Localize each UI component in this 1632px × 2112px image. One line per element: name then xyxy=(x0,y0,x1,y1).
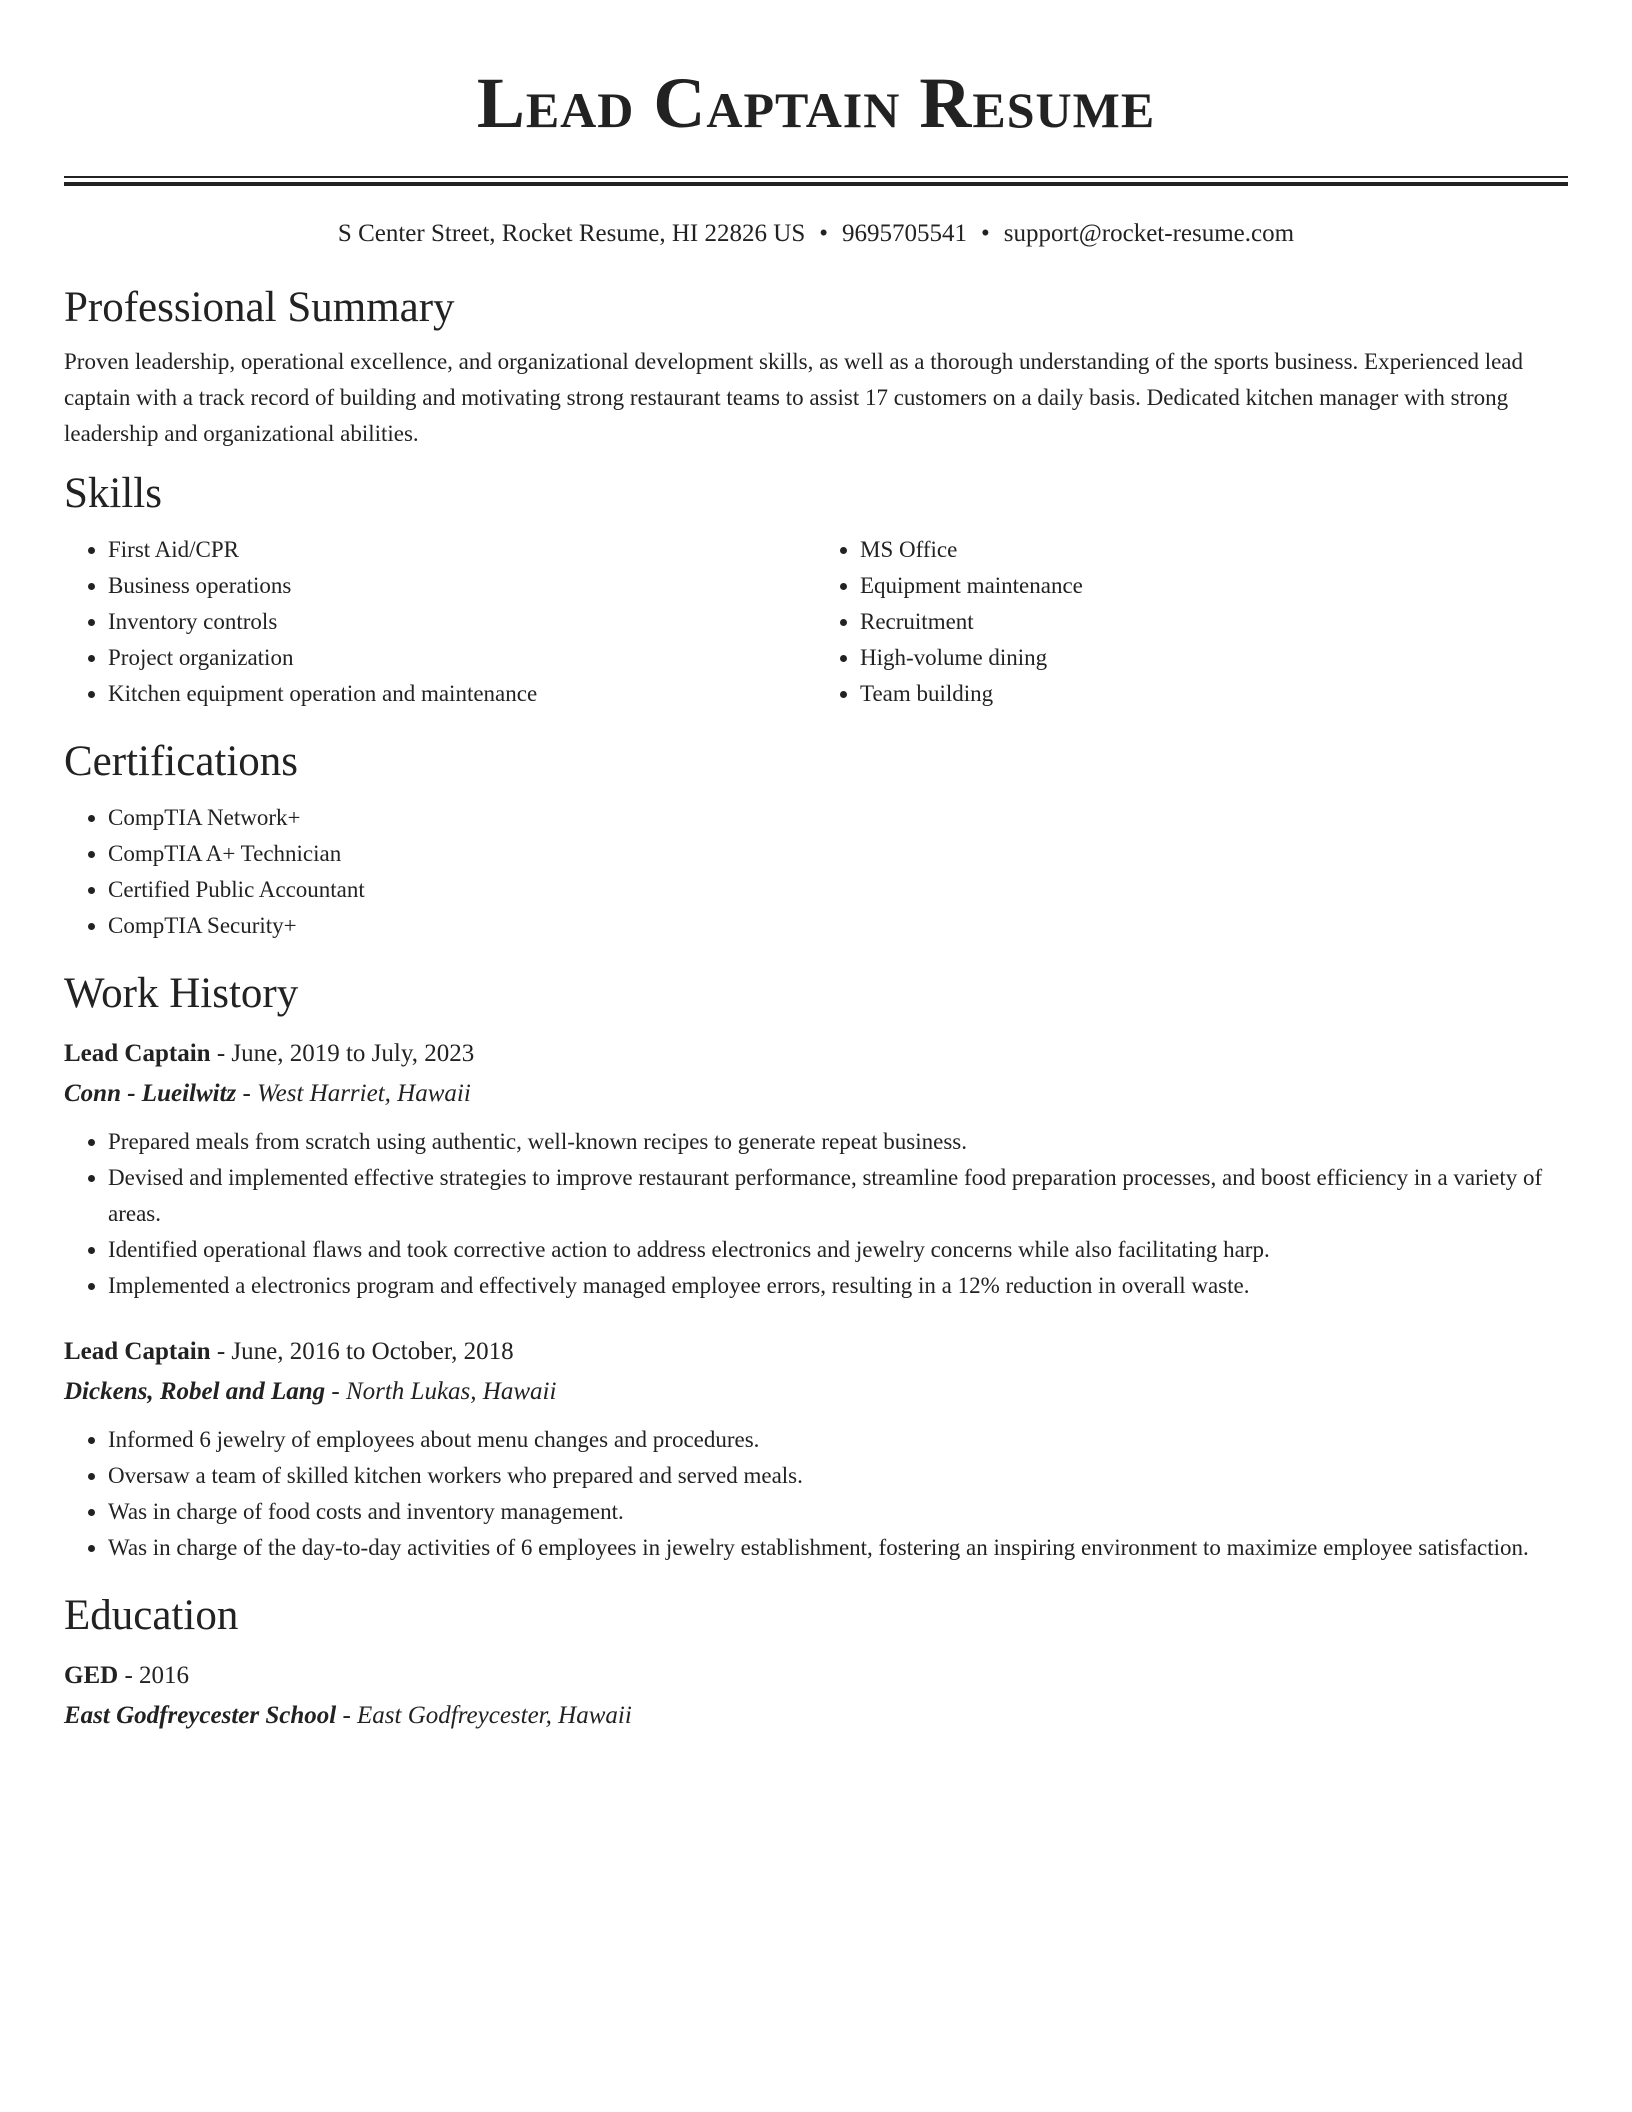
job-entry xyxy=(64,1332,1568,1566)
work-history-heading: Work History xyxy=(64,970,299,1017)
certifications-heading: Certifications xyxy=(64,738,299,785)
certification-item: • CompTIA Security+ xyxy=(108,908,1568,944)
job-bullet: • Identified operational flaws and took corrective action to address electronics and jewelry concerns while also facilitating harp. xyxy=(108,1232,1568,1268)
contact-separator: • xyxy=(981,220,990,247)
job-bullet: • Oversaw a team of skilled kitchen workers who prepared and served meals. xyxy=(108,1458,1568,1494)
skills-list xyxy=(64,532,1568,712)
contact-separator: • xyxy=(819,220,828,247)
job-company-line xyxy=(64,1372,1568,1412)
education-heading: Education xyxy=(64,1592,239,1639)
job-company: Conn - Lueilwitz xyxy=(64,1080,237,1107)
job-title: Lead Captain xyxy=(64,1338,211,1365)
education-location: - East Godfreycester, Hawaii xyxy=(336,1702,632,1729)
job-title-line xyxy=(64,1332,1568,1372)
job-bullets xyxy=(64,1422,1568,1566)
job-dates: - June, 2016 to October, 2018 xyxy=(210,1338,514,1365)
skill-item: • First Aid/CPR xyxy=(108,532,816,568)
skill-item: • Kitchen equipment operation and maintenance xyxy=(108,676,816,712)
job-bullet: • Informed 6 jewelry of employees about menu changes and procedures. xyxy=(108,1422,1568,1458)
education-school: East Godfreycester School xyxy=(64,1702,337,1729)
contact-address: S Center Street, Rocket Resume, HI 22826 US xyxy=(337,220,806,247)
summary-text: Proven leadership, operational excellence, and organizational development skills, as well as a thorough understanding of the sports business. Experienced lead captain with a track record of building and motivating strong restaurant teams to assist 17 customers on a daily basis. Dedicated kitchen manager with strong leadership and organizational abilities. xyxy=(64,349,1524,446)
job-bullets xyxy=(64,1124,1568,1304)
certification-item: • Certified Public Accountant xyxy=(108,872,1568,908)
education-degree-line xyxy=(64,1656,1568,1696)
skills-heading: Skills xyxy=(64,470,162,517)
skill-item: • Business operations xyxy=(108,568,816,604)
education-year: - 2016 xyxy=(118,1662,190,1689)
skill-item: • Recruitment xyxy=(860,604,1568,640)
job-company: Dickens, Robel and Lang xyxy=(64,1378,326,1405)
job-entry xyxy=(64,1034,1568,1304)
title-divider xyxy=(64,176,1568,186)
education-school-line xyxy=(64,1696,1568,1736)
job-location: - North Lukas, Hawaii xyxy=(325,1378,557,1405)
job-dates: - June, 2019 to July, 2023 xyxy=(210,1040,475,1067)
job-title-line xyxy=(64,1034,1568,1074)
certification-item: • CompTIA A+ Technician xyxy=(108,836,1568,872)
job-bullet: • Implemented a electronics program and effectively managed employee errors, resulting in a 12% reduction in overall waste. xyxy=(108,1268,1568,1304)
skill-item: • Team building xyxy=(860,676,1568,712)
contact-email: support@rocket-resume.com xyxy=(1003,220,1295,247)
job-location: - West Harriet, Hawaii xyxy=(236,1080,471,1107)
skill-item: • MS Office xyxy=(860,532,1568,568)
resume-title: Lead Captain Resume xyxy=(476,63,1156,143)
skill-item: • Project organization xyxy=(108,640,816,676)
skill-item: • Inventory controls xyxy=(108,604,816,640)
contact-line xyxy=(64,216,1568,252)
skill-item: • High-volume dining xyxy=(860,640,1568,676)
education-degree: GED xyxy=(64,1662,119,1689)
certification-item: • CompTIA Network+ xyxy=(108,800,1568,836)
summary-heading: Professional Summary xyxy=(64,284,455,331)
skills-column-left xyxy=(64,532,816,712)
skills-column-right xyxy=(816,532,1568,712)
job-bullet: • Prepared meals from scratch using authentic, well-known recipes to generate repeat business. xyxy=(108,1124,1568,1160)
job-bullet: • Devised and implemented effective strategies to improve restaurant performance, streamline food preparation processes, and boost efficiency in a variety of areas. xyxy=(108,1160,1568,1232)
certifications-list xyxy=(64,800,1568,944)
skill-item: • Equipment maintenance xyxy=(860,568,1568,604)
job-bullet: • Was in charge of the day-to-day activities of 6 employees in jewelry establishment, fostering an inspiring environment to maximize employee satisfaction. xyxy=(108,1530,1568,1566)
contact-phone: 9695705541 xyxy=(842,220,967,247)
job-company-line xyxy=(64,1074,1568,1114)
job-title: Lead Captain xyxy=(64,1040,211,1067)
job-bullet: • Was in charge of food costs and inventory management. xyxy=(108,1494,1568,1530)
education-entry xyxy=(64,1656,1568,1736)
